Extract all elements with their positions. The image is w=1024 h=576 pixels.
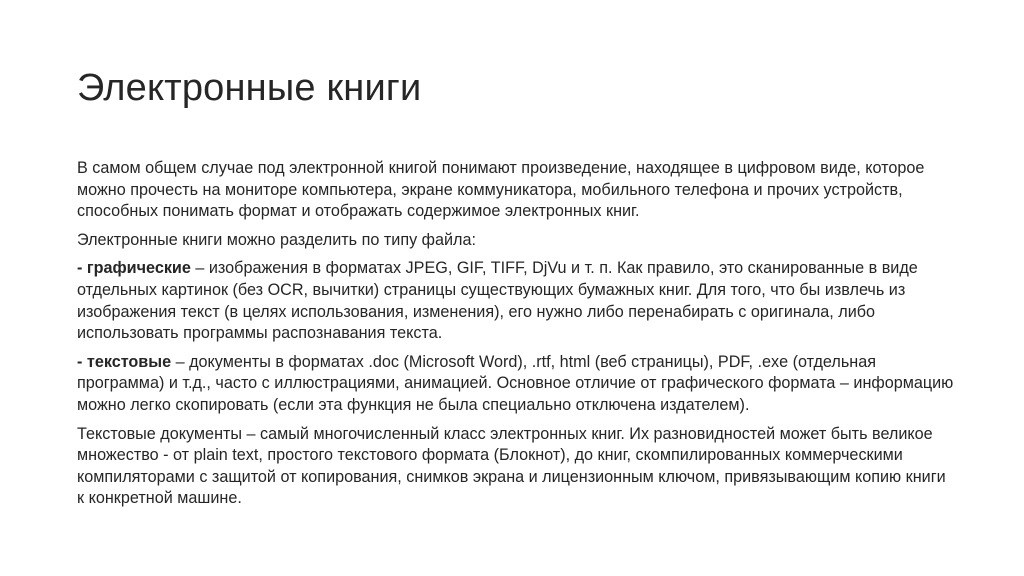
text-formats-text: – документы в форматах .doc (Microsoft Word), .rtf, html (веб страницы), PDF, .exe (отдельная программа) и т.д., часто с иллюстрациями, анимацией. Основное отличие от графического формата – информацию можно легко скопировать (если эта функция не была специально отключена издателем).: [77, 352, 954, 414]
text-formats-term: - текстовые: [77, 352, 172, 371]
paragraph-text-formats: [77, 352, 957, 417]
paragraph-definition: [77, 158, 957, 223]
paragraph-definition-text: В самом общем случае под электронной книгой понимают произведение, находящее в цифровом виде, которое можно прочесть на мониторе компьютера, экране коммуникатора, мобильного телефона и прочих устройств, способных понимать формат и отображать содержимое электронных книг.: [77, 159, 925, 221]
paragraph-classification-intro: [77, 230, 957, 252]
graphic-formats-text: – изображения в форматах JPEG, GIF, TIFF, DjVu и т. п. Как правило, это сканированные в виде отдельных картинок (без OCR, вычитки) страницы существующих бумажных книг. Для того, что бы извлечь из изображения текст (в целях использования, изменения), его нужно либо перенабирать с оригинала, либо использовать программы распознавания текста.: [77, 259, 918, 343]
slide-title: Электронные книги: [77, 67, 422, 109]
graphic-formats-term: - графические: [77, 259, 191, 278]
slide-body: [77, 158, 957, 517]
paragraph-graphic-formats: [77, 258, 957, 344]
paragraph-classification-intro-text: Электронные книги можно разделить по типу файла:: [77, 230, 476, 249]
paragraph-text-documents-text: Текстовые документы – самый многочисленный класс электронных книг. Их разновидностей может быть великое множество - от plain text, простого текстового формата (Блокнот), до книг, скомпилированных коммерческими компиляторами с защитой от копирования, снимков экрана и лицензионным ключом, привязывающим копию книги к конкретной машине.: [77, 424, 946, 508]
paragraph-text-documents: [77, 424, 957, 510]
